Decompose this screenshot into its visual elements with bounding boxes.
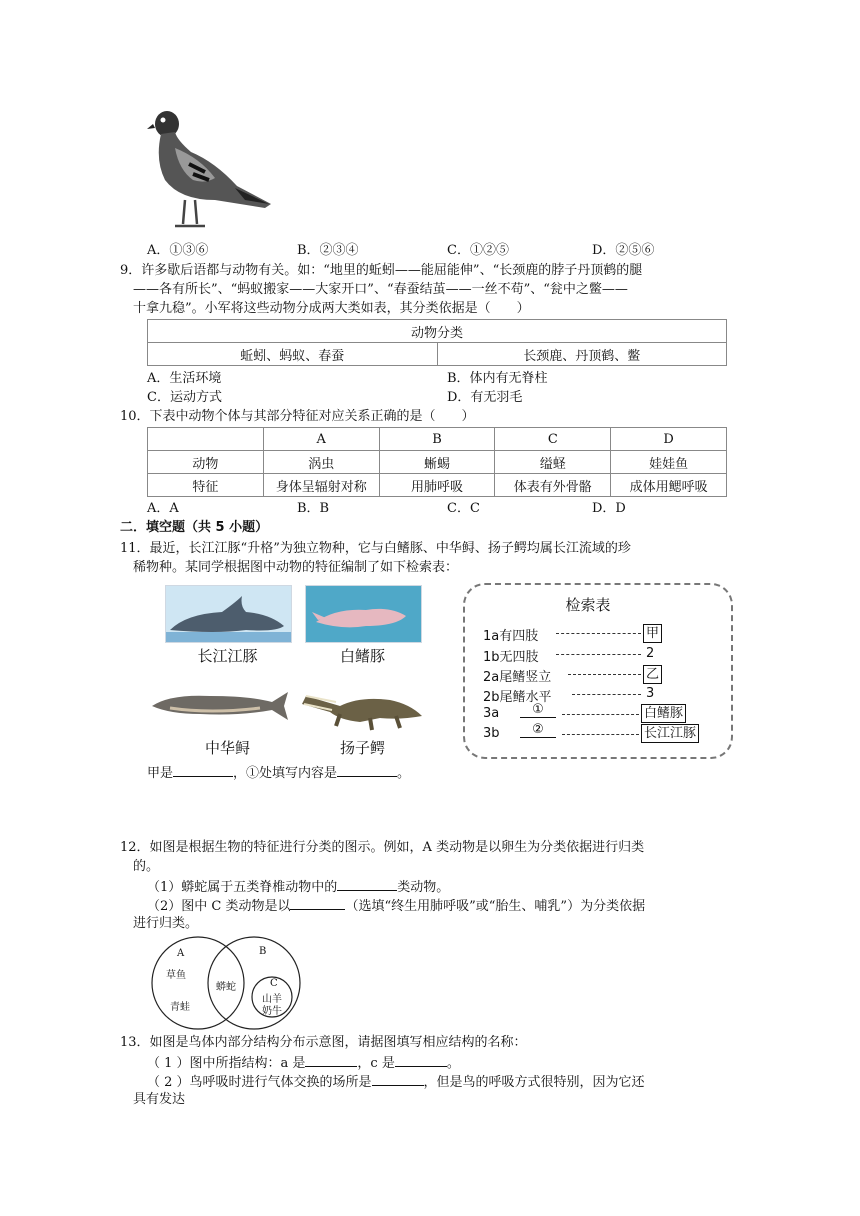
venn-label-c: C	[270, 978, 278, 989]
key-title: 检索表	[565, 596, 611, 614]
key-row-1a: 1a有四肢	[483, 629, 539, 644]
q8-option-c: C．①②⑤	[447, 243, 509, 258]
key-target-1b: 2	[646, 646, 655, 661]
q10-feature-c: 体表有外骨骼	[495, 474, 611, 497]
q8-option-a: A．①③⑥	[147, 243, 209, 258]
q10-animal-a: 涡虫	[263, 451, 379, 474]
q13-blank-a[interactable]	[305, 1053, 357, 1067]
q13-blank-c[interactable]	[395, 1053, 447, 1067]
key-row-1b: 1b无四肢	[483, 650, 539, 665]
key-leader-2a	[568, 674, 641, 675]
q10-option-b: B．B	[297, 501, 330, 516]
key-target-3a: 白鳍豚	[641, 704, 686, 723]
q13-sub1-b: ，c 是	[357, 1056, 395, 1071]
venn-item-frog: 青蛙	[170, 1002, 190, 1013]
key-row-3a: 3a	[483, 706, 500, 721]
venn-item-grass-carp: 草鱼	[166, 970, 186, 981]
caption-chinese-alligator: 扬子鳄	[339, 739, 385, 757]
venn-label-a: A	[177, 948, 185, 959]
q9-group-2: 长颈鹿、丹顶鹤、鳖	[437, 343, 727, 366]
q12-stem-line2: 的。	[133, 859, 160, 874]
q13-sub1	[147, 1053, 460, 1073]
q10-animal-d: 娃娃鱼	[611, 451, 727, 474]
caption-finless-porpoise: 长江江豚	[197, 647, 258, 665]
q11-answer-b: ，①处填写内容是	[233, 766, 338, 781]
q8-option-d: D．②⑤⑥	[592, 243, 655, 258]
key-leader-3a	[562, 714, 639, 715]
chinese-alligator-image	[300, 676, 425, 732]
q11-stem-line2: 稀物种。某同学根据图中动物的特征编制了如下检索表：	[133, 560, 459, 575]
q10-feature-a: 身体呈辐射对称	[263, 474, 379, 497]
baiji-image	[305, 585, 422, 643]
q12-stem-line1: 12．如图是根据生物的特征进行分类的图示。例如，A 类动物是以卵生为分类依据进行归类	[120, 840, 645, 855]
q13-sub1-a: （ 1 ）图中所指结构：a 是	[147, 1056, 306, 1071]
q13-sub1-end: 。	[446, 1056, 460, 1071]
q11-blank-b[interactable]	[337, 763, 397, 777]
key-target-2a: 乙	[643, 665, 662, 684]
q12-sub2	[147, 896, 645, 916]
key-row-2b: 2b尾鳍水平	[483, 690, 552, 705]
q13-blank-exchange[interactable]	[372, 1072, 424, 1086]
q9-table-header: 动物分类	[148, 320, 727, 343]
key-row-3b: 3b	[483, 726, 500, 741]
q10-stem: 10．下表中动物个体与其部分特征对应关系正确的是（ ）	[120, 409, 475, 424]
q12-sub1-post: 类动物。	[397, 880, 450, 895]
key-target-3b: 长江江豚	[641, 724, 699, 743]
section-2-heading: 二．填空题（共 5 小题）	[120, 520, 269, 535]
q11-answer-line	[147, 763, 410, 783]
q11-stem-line1: 11．最近，长江江豚“升格”为独立物种，它与白鳍豚、中华鲟、扬子鳄均属长江流域的珍	[120, 541, 631, 556]
caption-baiji: 白鳍豚	[339, 647, 385, 665]
q10-animal-c: 缢蛏	[495, 451, 611, 474]
q13-sub2-b: ，但是鸟的呼吸方式很特别，因为它还	[423, 1075, 645, 1090]
q9-stem-line3: 十拿九稳”。小军将这些动物分成两大类如表，其分类依据是（ ）	[133, 301, 530, 316]
key-target-1a: 甲	[643, 624, 662, 643]
key-target-2b: 3	[646, 686, 655, 701]
q13-sub2-line2: 具有发达	[133, 1092, 186, 1107]
q10-feature-b: 用肺呼吸	[379, 474, 495, 497]
q12-sub2-pre: （2）图中 C 类动物是以	[147, 899, 291, 914]
q10-col-c: C	[495, 428, 611, 451]
q9-stem-line1: 9．许多歇后语都与动物有关。如：“地里的蚯蚓——能屈能伸”、“长颈鹿的脖子丹顶鹤的腿	[120, 263, 643, 278]
key-leader-1a	[556, 633, 641, 634]
q13-sub2-a: （ 2 ）鸟呼吸时进行气体交换的场所是	[147, 1075, 372, 1090]
chinese-sturgeon-image	[150, 684, 290, 724]
q12-sub1	[147, 877, 449, 897]
q9-classification-table	[147, 319, 727, 366]
venn-item-goat: 山羊	[262, 994, 282, 1005]
finless-porpoise-image	[165, 585, 292, 643]
q12-sub2-line2: 进行归类。	[133, 916, 199, 931]
q9-stem-line2: ——各有所长”、“蚂蚁搬家——大家开口”、“春蚕结茧——一丝不苟”、“瓮中之鳖——	[133, 282, 628, 297]
q10-animal-b: 蜥蜴	[379, 451, 495, 474]
q11-answer-a: 甲是	[147, 766, 174, 781]
key-leader-2b	[572, 694, 641, 695]
venn-item-dairy-cow: 奶牛	[262, 1006, 282, 1017]
q10-col-b: B	[379, 428, 495, 451]
key-leader-1b	[556, 654, 641, 655]
q13-sub2	[147, 1072, 645, 1092]
q10-feature-d: 成体用鳃呼吸	[611, 474, 727, 497]
q12-blank-1[interactable]	[337, 877, 397, 891]
q9-option-b: B．体内有无脊柱	[447, 371, 548, 386]
q8-option-b: B．②③④	[297, 243, 359, 258]
caption-chinese-sturgeon: 中华鲟	[204, 739, 250, 757]
q10-option-c: C．C	[447, 501, 480, 516]
q9-option-a: A．生活环境	[147, 371, 222, 386]
key-row-2a: 2a尾鳍竖立	[483, 670, 552, 685]
q12-sub1-pre: （1）蟒蛇属于五类脊椎动物中的	[147, 880, 338, 895]
q10-option-d: D．D	[592, 501, 626, 516]
pigeon-illustration	[145, 100, 275, 238]
q9-option-c: C．运动方式	[147, 390, 222, 405]
q9-group-1: 蚯蚓、蚂蚁、春蚕	[148, 343, 438, 366]
q10-col-0	[148, 428, 264, 451]
q10-animal-label: 动物	[148, 451, 264, 474]
key-blank-1: ①	[520, 702, 556, 718]
key-leader-3b	[562, 734, 639, 735]
q9-option-d: D．有无羽毛	[447, 390, 523, 405]
q10-table	[147, 427, 727, 497]
q10-option-a: A．A	[147, 501, 179, 516]
q12-blank-2[interactable]	[290, 896, 345, 910]
q11-blank-a[interactable]	[173, 763, 233, 777]
q10-col-a: A	[263, 428, 379, 451]
q12-sub2-post: （选填“终生用肺呼吸”或“胎生、哺乳”）为分类依据	[345, 899, 646, 914]
q11-answer-end: 。	[397, 766, 411, 781]
q10-feature-label: 特征	[148, 474, 264, 497]
venn-label-b: B	[259, 946, 267, 957]
q10-col-d: D	[611, 428, 727, 451]
key-blank-2: ②	[520, 722, 556, 738]
venn-item-python: 蟒蛇	[216, 982, 236, 993]
q13-stem: 13．如图是鸟体内部分结构分布示意图，请据图填写相应结构的名称：	[120, 1035, 527, 1050]
